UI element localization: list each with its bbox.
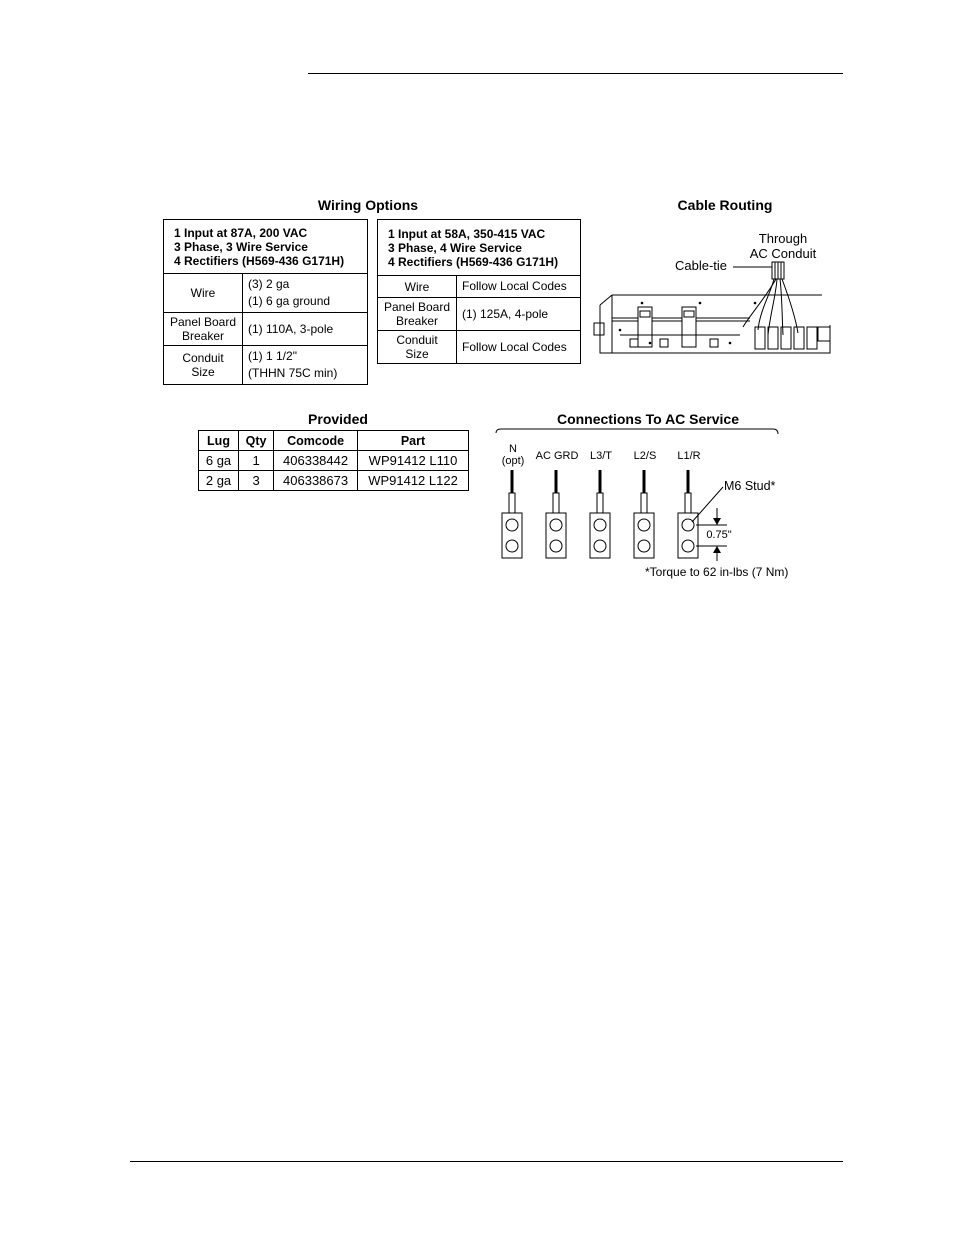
- provided-header-part: Part: [358, 431, 469, 451]
- option-a-conduit-label: Conduit Size: [164, 346, 243, 385]
- option-b-row-conduit: [378, 331, 581, 364]
- option-b-row-wire: [378, 276, 581, 298]
- provided-title: Provided: [308, 411, 368, 427]
- option-b-breaker-label: Panel Board Breaker: [378, 298, 457, 331]
- option-a-wire-value: (3) 2 ga (1) 6 ga ground: [243, 274, 368, 313]
- wiring-option-b-table: [377, 219, 581, 364]
- terminal-label-l3: L3/T: [589, 450, 612, 462]
- wiring-options-title: Wiring Options: [317, 197, 419, 213]
- option-b-row-breaker: [378, 298, 581, 331]
- torque-note: *Torque to 62 in-lbs (7 Nm): [645, 565, 789, 579]
- dimension-label: 0.75": [706, 529, 732, 541]
- option-a-conduit-value: (1) 1 1/2" (THHN 75C min): [243, 346, 368, 385]
- option-b-breaker-value: (1) 125A, 4-pole: [457, 298, 581, 331]
- footer-rule: [130, 1161, 843, 1162]
- option-a-title: 1 Input at 87A, 200 VAC 3 Phase, 3 Wire Service 4 Rectifiers (H569-436 G171H): [164, 220, 368, 274]
- option-a-breaker-value: (1) 110A, 3-pole: [243, 313, 368, 346]
- table-row: 2 ga 3 406338673 WP91412 L122: [199, 471, 469, 491]
- option-b-title: 1 Input at 58A, 350-415 VAC 3 Phase, 4 Wire Service 4 Rectifiers (H569-436 G171H): [378, 220, 581, 276]
- terminal-label-l2: L2/S: [633, 450, 657, 462]
- provided-header-comcode: Comcode: [274, 431, 358, 451]
- terminal-label-l1: L1/R: [677, 450, 701, 462]
- option-a-breaker-label: Panel Board Breaker: [164, 313, 243, 346]
- option-a-wire-label: Wire: [164, 274, 243, 313]
- option-a-row-wire: [164, 274, 368, 313]
- provided-header-row: [199, 431, 469, 451]
- option-b-conduit-value: Follow Local Codes: [457, 331, 581, 364]
- connections-title: Connections To AC Service: [556, 411, 740, 427]
- option-b-conduit-label: Conduit Size: [378, 331, 457, 364]
- cable-routing-title: Cable Routing: [677, 197, 773, 213]
- m6-stud-label: M6 Stud*: [724, 479, 776, 493]
- cable-routing-drawing: [590, 255, 835, 360]
- through-conduit-label: Through AC Conduit: [749, 231, 817, 261]
- option-b-wire-value: Follow Local Codes: [457, 276, 581, 298]
- cable-tie-label: Cable-tie: [675, 258, 728, 273]
- provided-table: [198, 430, 469, 491]
- wiring-option-a-table: [163, 219, 368, 385]
- provided-header-qty: Qty: [239, 431, 274, 451]
- option-b-wire-label: Wire: [378, 276, 457, 298]
- option-a-row-breaker: [164, 313, 368, 346]
- lug-drawing: [495, 465, 755, 565]
- option-a-row-conduit: [164, 346, 368, 385]
- header-rule: [308, 73, 843, 74]
- terminal-label-n: N (opt): [501, 443, 525, 467]
- connections-bracket: [496, 426, 778, 436]
- provided-header-lug: Lug: [199, 431, 239, 451]
- table-row: 6 ga 1 406338442 WP91412 L110: [199, 451, 469, 471]
- terminal-label-ac-grd: AC GRD: [535, 450, 579, 462]
